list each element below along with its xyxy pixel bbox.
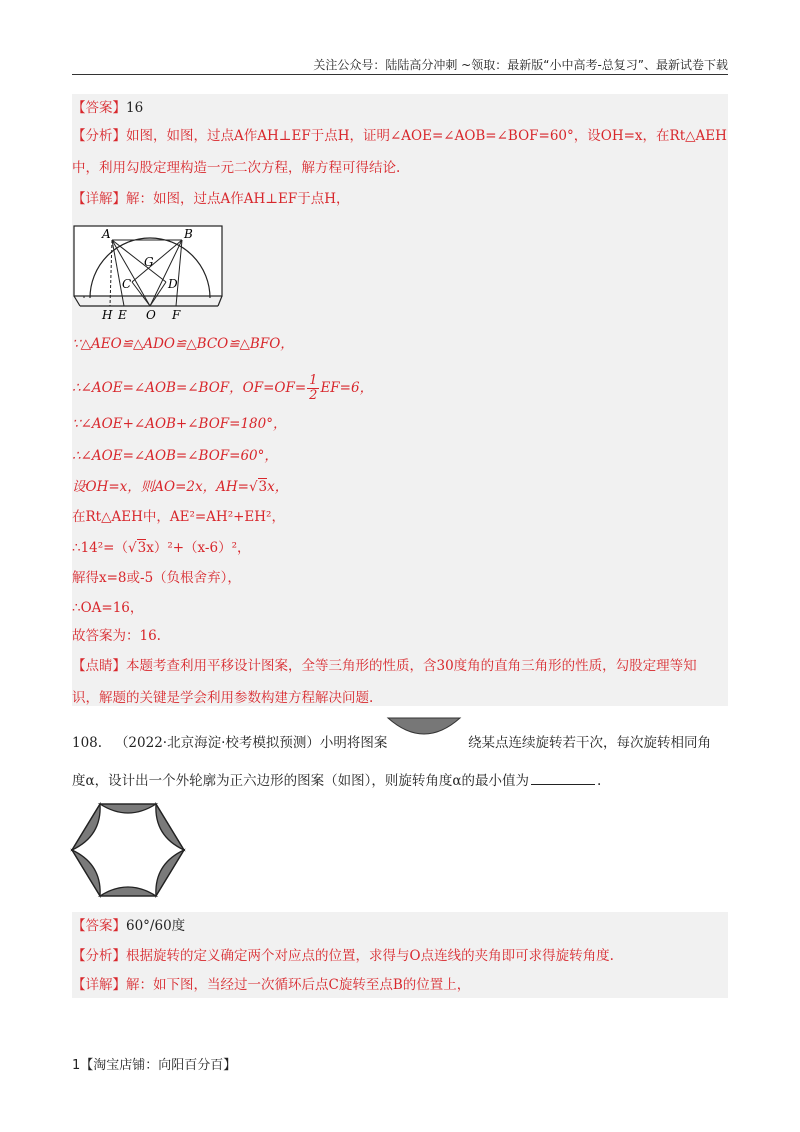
label-C: C xyxy=(122,277,132,291)
q107-detail: 【详解】解：如图，过点A作AH⊥EF于点H， xyxy=(72,191,350,207)
page-footer: 1【淘宝店铺：向阳百分百】 xyxy=(72,1058,237,1073)
q107-step-4: ∴∠AOE=∠AOB=∠BOF=60°， xyxy=(72,448,278,464)
label-F: F xyxy=(172,308,181,320)
q107-step-3: ∵∠AOE+∠AOB+∠BOF=180°， xyxy=(72,416,287,432)
q107-step-1: ∵△AEO≌△ADO≌△BCO≌△BFO， xyxy=(72,336,294,352)
q107-geometry-figure xyxy=(72,224,232,320)
q107-step-10: 故答案为：16. xyxy=(72,628,161,644)
q108-analysis: 【分析】根据旋转的定义确定两个对应点的位置，求得与O点连线的夹角即可求得旋转角度. xyxy=(72,948,614,964)
label-G: G xyxy=(144,255,154,269)
q107-answer: 【答案】16 xyxy=(72,100,144,116)
q108-stem-line1-left: 108. （2022·北京海淀·校考模拟预测）小明将图案 xyxy=(72,735,388,751)
q108-answer: 【答案】60°/60度 xyxy=(72,918,186,934)
label-E: E xyxy=(118,308,127,320)
label-A: A xyxy=(102,227,111,241)
q107-comment-cont: 识，解题的关键是学会利用参数构建方程解决问题. xyxy=(72,690,374,706)
q108-detail: 【详解】解：如下图，当经过一次循环后点C旋转至点B的位置上， xyxy=(72,977,471,993)
label-B: B xyxy=(184,227,193,241)
fraction-half: $\frac{1}{2}$ xyxy=(309,373,318,403)
label-H: H xyxy=(102,308,113,320)
q107-step-5: 设OH=x，则AO=2x，AH=√3x， xyxy=(72,479,289,495)
q107-step-6: 在Rt△AEH中，AE²=AH²+EH²， xyxy=(72,509,285,525)
q107-step-9: ∴OA=16， xyxy=(72,600,144,616)
q108-stem-line1-right: 绕某点连续旋转若干次，每次旋转相同角 xyxy=(468,735,711,751)
label-O: O xyxy=(146,308,156,320)
q107-analysis: 【分析】如图，如图，过点A作AH⊥EF于点H，证明∠AOE=∠AOB=∠BOF=60°，设OH=x，在Rt△AEH xyxy=(72,128,727,144)
q107-step-7: ∴14²=（√3x）²+（x-6）²， xyxy=(72,540,251,556)
q108-stem-line2: 度α，设计出一个外轮廓为正六边形的图案（如图），则旋转角度α的最小值为 . xyxy=(72,770,601,791)
q108-crescent-figure xyxy=(386,716,462,740)
q107-step-2: ∴∠AOE=∠AOB=∠BOF，OF=OF= $\frac{1}{2}$ EF=6， xyxy=(72,373,374,403)
answer-blank[interactable] xyxy=(531,770,595,785)
q108-hexagon-figure xyxy=(70,800,186,900)
q107-step-8: 解得x=8或-5（负根舍弃）， xyxy=(72,570,241,586)
header-divider xyxy=(72,74,728,75)
q107-analysis-cont: 中，利用勾股定理构造一元二次方程，解方程可得结论. xyxy=(72,160,401,176)
q107-comment: 【点睛】本题考查利用平移设计图案，全等三角形的性质，含30度角的直角三角形的性质，勾股定理等知 xyxy=(72,658,697,674)
page-header: 关注公众号：陆陆高分冲刺 ~领取：最新版“小中高考-总复习”、最新试卷下载 xyxy=(313,58,728,72)
label-D: D xyxy=(168,277,178,291)
